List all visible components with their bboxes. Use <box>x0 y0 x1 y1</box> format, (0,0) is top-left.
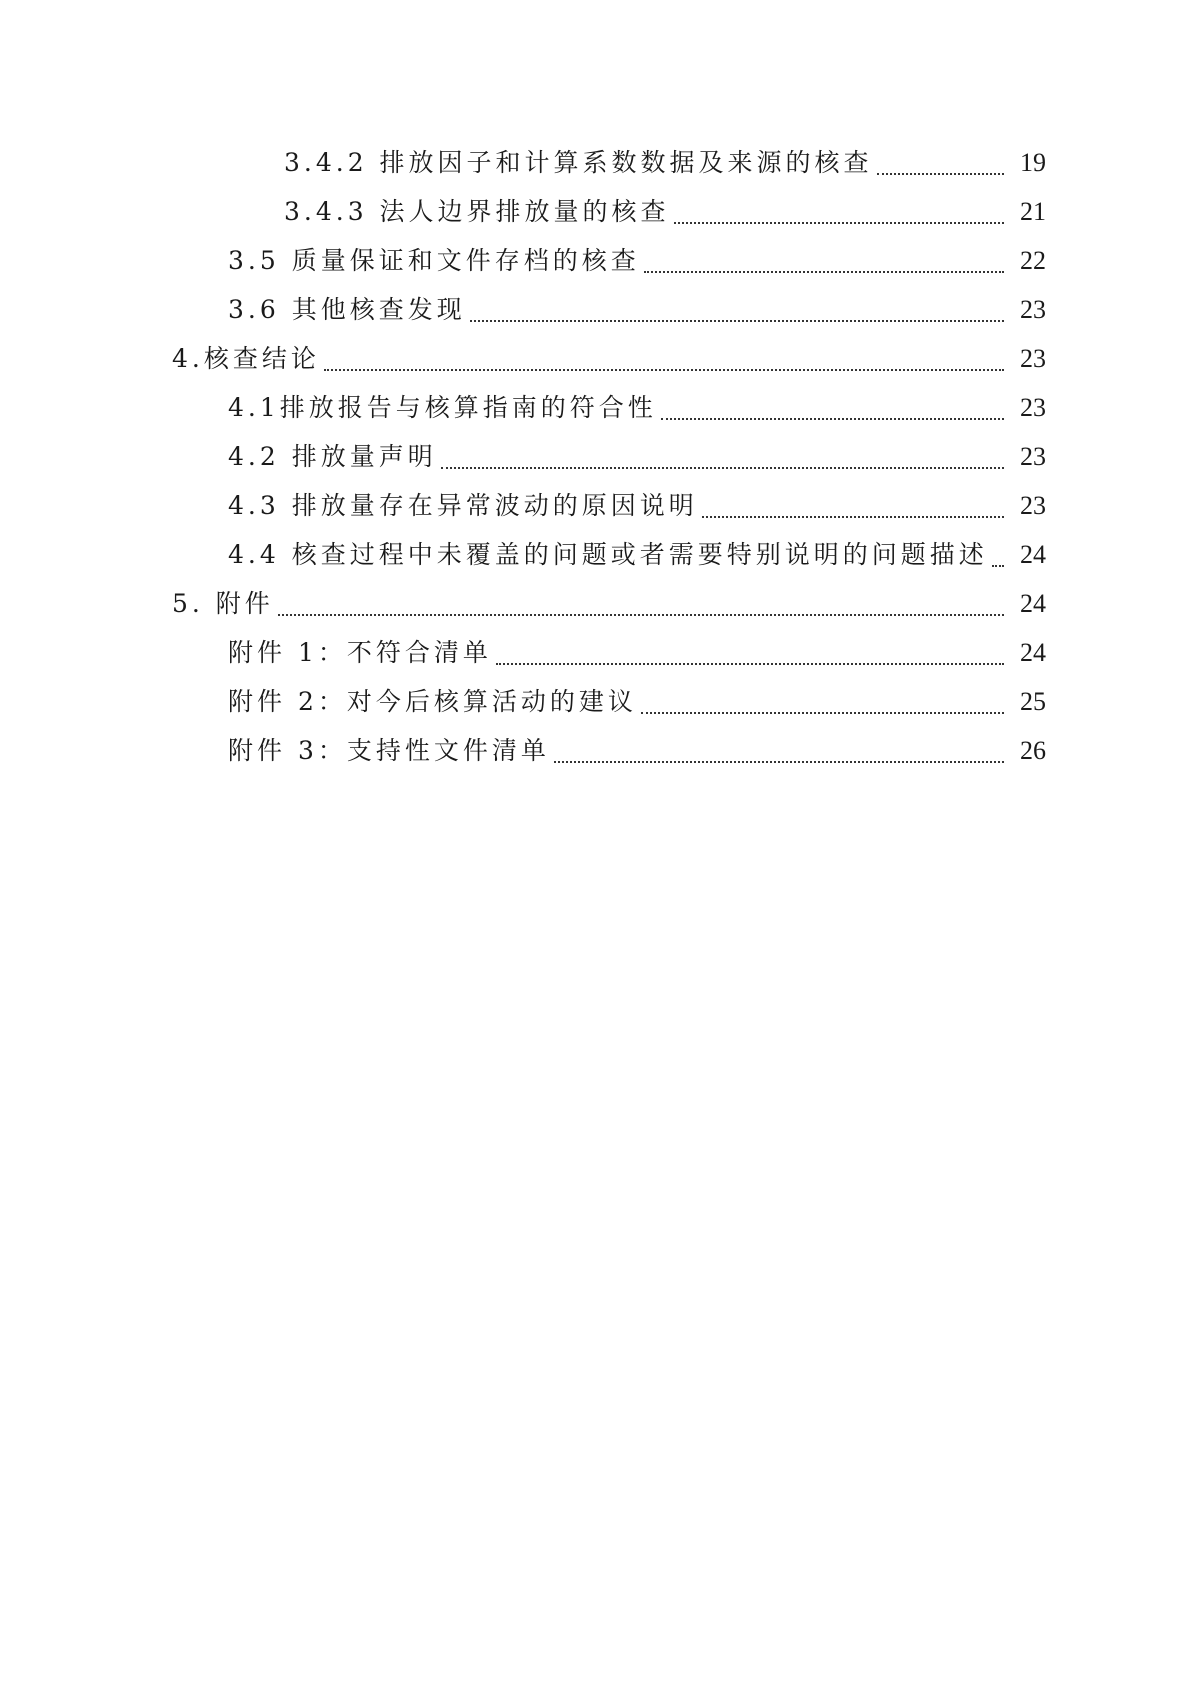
toc-entry-4[interactable] <box>0 334 1199 383</box>
toc-page-number: 26 <box>1020 735 1046 765</box>
dot-leader <box>324 368 1004 371</box>
toc-entry-title: 4.2 排放量声明 <box>228 441 437 471</box>
toc-entry-4-4[interactable] <box>0 530 1199 579</box>
toc-entry-4-3[interactable] <box>0 481 1199 530</box>
dot-leader <box>554 760 1004 763</box>
toc-entry-title: 4.1排放报告与核算指南的符合性 <box>228 392 657 422</box>
toc-entry-appendix-3[interactable] <box>0 726 1199 775</box>
dot-leader <box>644 270 1004 273</box>
toc-entry-title: 3.4.3 法人边界排放量的核查 <box>284 196 670 226</box>
toc-page-number: 25 <box>1020 686 1046 716</box>
toc-entry-3-4-3[interactable] <box>0 187 1199 236</box>
toc-entry-title: 3.5 质量保证和文件存档的核查 <box>228 245 640 275</box>
dot-leader <box>470 319 1004 322</box>
toc-page-number: 22 <box>1020 245 1046 275</box>
dot-leader <box>278 613 1004 616</box>
toc-page-number: 23 <box>1020 343 1046 373</box>
dot-leader <box>641 711 1004 714</box>
toc-entry-3-4-2[interactable] <box>0 138 1199 187</box>
toc-entry-title: 3.6 其他核查发现 <box>228 294 466 324</box>
table-of-contents <box>0 138 1199 775</box>
dot-leader <box>702 515 1004 518</box>
dot-leader <box>496 662 1004 665</box>
toc-entry-title: 3.4.2 排放因子和计算系数数据及来源的核查 <box>284 147 873 177</box>
toc-entry-3-5[interactable] <box>0 236 1199 285</box>
toc-entry-title: 5. 附件 <box>172 588 274 618</box>
toc-entry-title: 4.4 核查过程中未覆盖的问题或者需要特别说明的问题描述 <box>228 539 988 569</box>
toc-entry-appendix-2[interactable] <box>0 677 1199 726</box>
dot-leader <box>992 564 1004 567</box>
toc-page-number: 23 <box>1020 294 1046 324</box>
toc-entry-3-6[interactable] <box>0 285 1199 334</box>
toc-page-number: 24 <box>1020 539 1046 569</box>
toc-entry-5[interactable] <box>0 579 1199 628</box>
dot-leader <box>441 466 1004 469</box>
dot-leader <box>674 221 1004 224</box>
toc-entry-title: 附件 1：不符合清单 <box>228 637 492 667</box>
toc-page-number: 19 <box>1020 147 1046 177</box>
toc-entry-title: 附件 2：对今后核算活动的建议 <box>228 686 637 716</box>
toc-entry-title: 4.核查结论 <box>172 343 320 373</box>
toc-page-number: 23 <box>1020 441 1046 471</box>
toc-entry-title: 附件 3：支持性文件清单 <box>228 735 550 765</box>
toc-page-number: 24 <box>1020 588 1046 618</box>
toc-entry-4-1[interactable] <box>0 383 1199 432</box>
toc-entry-appendix-1[interactable] <box>0 628 1199 677</box>
toc-entry-4-2[interactable] <box>0 432 1199 481</box>
toc-page-number: 21 <box>1020 196 1046 226</box>
toc-entry-title: 4.3 排放量存在异常波动的原因说明 <box>228 490 698 520</box>
toc-page-number: 23 <box>1020 392 1046 422</box>
toc-page-number: 24 <box>1020 637 1046 667</box>
dot-leader <box>661 417 1004 420</box>
toc-page-number: 23 <box>1020 490 1046 520</box>
dot-leader <box>877 172 1004 175</box>
